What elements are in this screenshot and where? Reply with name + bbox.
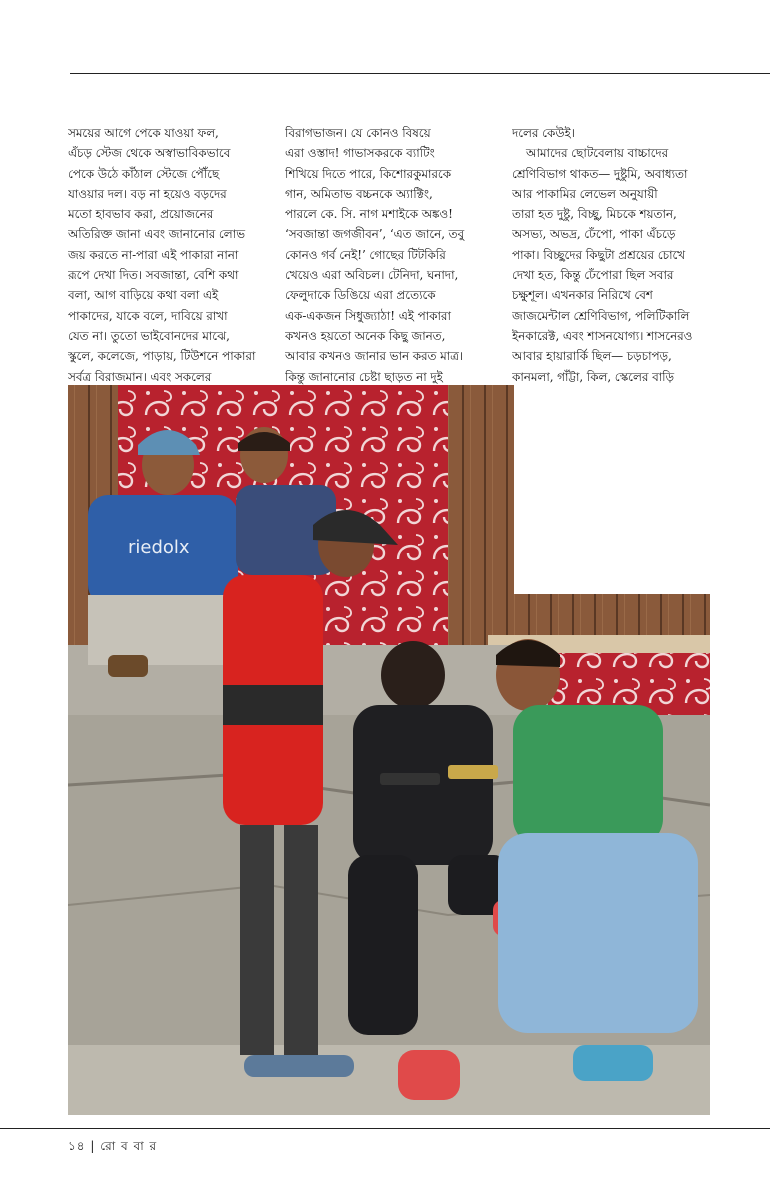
text-line: পাকা। বিচ্ছুদের কিছুটা প্রশ্রয়ের চোখে <box>512 247 686 262</box>
top-rule <box>70 73 770 74</box>
text-line: এরা ওস্তাদ! গাভাসকরকে ব্যাটিং <box>285 146 435 161</box>
text-line: সময়ের আগে পেকে যাওয়া ফল, <box>68 126 219 140</box>
page-footer <box>68 1138 157 1158</box>
magazine-name: রো ব বা র <box>100 1139 158 1153</box>
text-line: পেকে উঠে কাঁঠাল স্টেজে পৌঁছে <box>68 166 220 181</box>
page-number: ১৪ <box>68 1139 86 1153</box>
text-wrap-mask <box>514 385 710 594</box>
text-line: কখনও হয়তো অনেক কিছু জানত, <box>285 328 446 343</box>
text-line: বলা, আগ বাড়িয়ে কথা বলা এই <box>68 288 219 303</box>
bottom-rule <box>0 1128 770 1129</box>
text-column-2 <box>285 123 497 387</box>
sweatshirt-text: riedolx <box>128 537 190 558</box>
text-line: পাকাদের, যাকে বলে, দাবিয়ে রাখা <box>68 308 228 323</box>
text-line: আমাদের ছোটবেলায় বাচ্চাদের <box>526 146 669 161</box>
text-line: মতো হাবভাব করা, প্রয়োজনের <box>68 207 214 222</box>
text-line: দলের কেউই। <box>512 126 575 140</box>
text-line: অতিরিক্ত জানা এবং জানানোর লোভ <box>68 227 245 242</box>
text-line: বিরাগভাজন। যে কোনও বিষয়ে <box>285 126 431 140</box>
text-line: খেয়েও এরা অবিচল। টেনিদা, ঘনাদা, <box>285 268 459 283</box>
text-line: কোনও গর্ব নেই!’ গোছের টিটকিরি <box>285 247 446 262</box>
text-column-1 <box>68 123 280 387</box>
photo-children-with-phones <box>68 385 710 1115</box>
text-line: চক্ষুশূল। এখনকার নিরিখে বেশ <box>512 288 653 303</box>
text-line: এঁচড় স্টেজ থেকে অস্বাভাবিকভাবে <box>68 146 231 161</box>
text-line: শিখিয়ে দিতে পারে, কিশোরকুমারকে <box>285 166 451 181</box>
text-line: আর পাকামির লেভেল অনুযায়ী <box>512 186 658 201</box>
footer-separator: | <box>90 1139 96 1153</box>
text-line: ‘সবজান্তা জগজীবন’, ‘এত জানে, তবু <box>285 227 465 242</box>
text-line: স্কুলে, কলেজে, পাড়ায়, টিউশনে পাকারা <box>68 349 256 364</box>
text-line: জয় করতে না-পারা এই পাকারা নানা <box>68 247 239 262</box>
text-line: যেত না। তুতো ভাইবোনদের মাঝে, <box>68 328 230 343</box>
text-line: পারলে কে. সি. নাগ মশাইকে অঙ্কও! <box>285 207 453 222</box>
text-line: এক-একজন সিধুজ্যাঠা! এই পাকারা <box>285 308 451 323</box>
text-line: শ্রেণিবিভাগ থাকত— দুষ্টুমি, অবাধ্যতা <box>512 166 688 181</box>
text-line: জাজমেন্টাল শ্রেণিবিভাগ, পলিটিকালি <box>512 308 690 323</box>
text-line: আবার হায়ারার্কি ছিল— চড়চাপড়, <box>512 349 672 364</box>
text-line: রূপে দেখা দিত। সবজান্তা, বেশি কথা <box>68 268 239 283</box>
text-line: তারা হত দুষ্টু, বিচ্ছু, মিচকে শয়তান, <box>512 207 677 222</box>
text-line: অসভ্য, অভদ্র, ঢেঁপো, পাকা এঁচড়ে <box>512 227 676 242</box>
text-line: গান, অমিতাভ বচ্চনকে অ্যাক্টিং, <box>285 186 433 201</box>
text-line: দেখা হত, কিন্তু ঢেঁপোরা ছিল সবার <box>512 268 674 283</box>
text-line: আবার কখনও জানার ভান করত মাত্র। <box>285 349 464 364</box>
text-line: কানমলা, গাঁট্টা, কিল, স্কেলের বাড়ি <box>512 369 675 384</box>
text-line: ইনকারেক্ট, এবং শাসনযোগ্য। শাসনেরও <box>512 328 693 343</box>
text-line: ফেলুদাকে ডিঙিয়ে এরা প্রত্যেকে <box>285 288 436 303</box>
text-line: যাওয়ার দল। বড় না হয়েও বড়দের <box>68 186 227 201</box>
text-line: কিন্তু জানানোর চেষ্টা ছাড়ত না দুই <box>285 369 443 384</box>
text-line: সর্বত্র বিরাজমান। এবং সকলের <box>68 369 212 384</box>
